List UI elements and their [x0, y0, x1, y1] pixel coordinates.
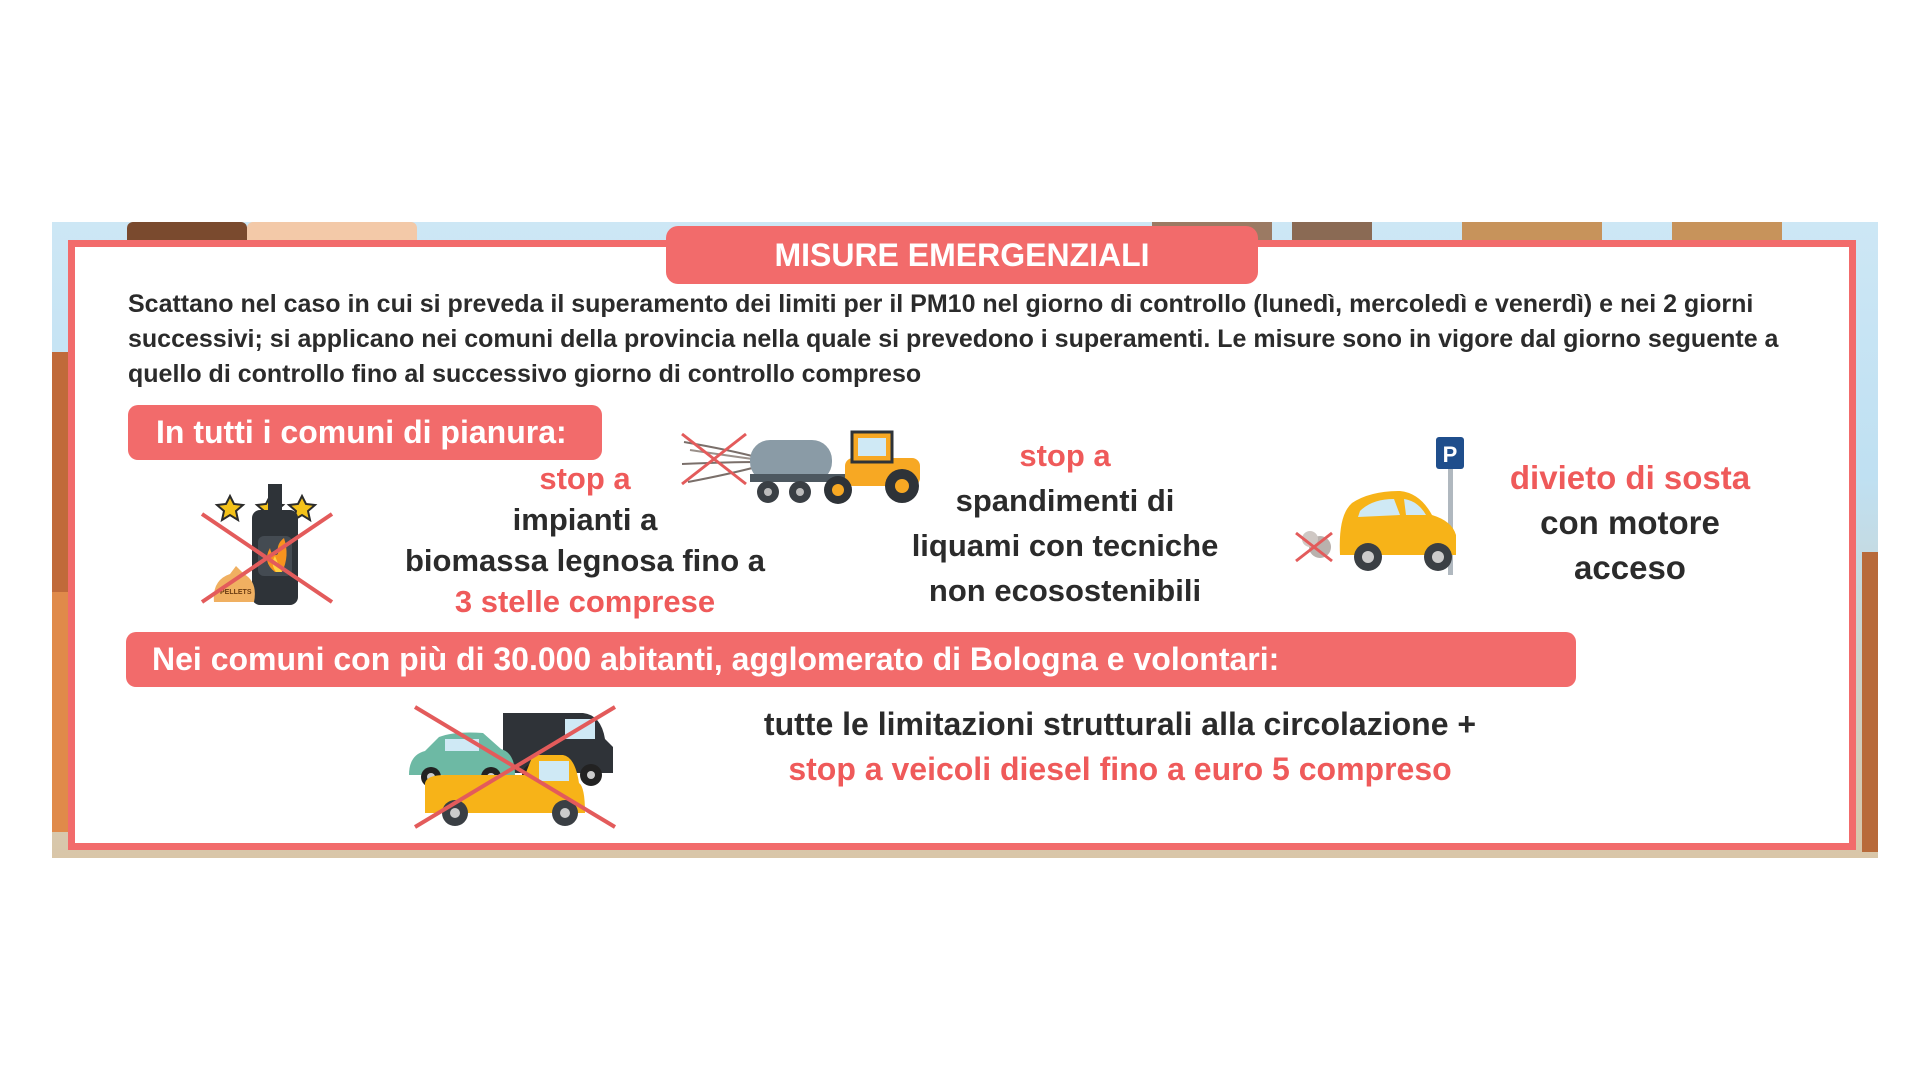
section2-label: Nei comuni con più di 30.000 abitanti, agglomerato di Bologna e volontari: — [126, 632, 1576, 687]
title-banner: MISURE EMERGENZIALI — [666, 226, 1258, 284]
parking-sign-letter: P — [1442, 442, 1458, 467]
section1-label: In tutti i comuni di pianura: — [128, 405, 602, 460]
measure-spreading-line2: liquami con tecniche — [911, 528, 1219, 563]
intro-text: Scattano nel caso in cui si preveda il superamento dei limiti per il PM10 nel giorno di controllo (lunedì, mercoledì e venerdì) e nei 2 giorni successivi; si applicano nei comuni della provincia nella quale si prevedono i superamenti. Le misure sono in vigore dal giorno seguente a quello di controllo fino al successivo giorno di controllo compreso — [128, 290, 1779, 388]
measure-biomass-red-top: stop a — [539, 461, 631, 496]
measure-spreading-line3: non ecosostenibili — [928, 573, 1202, 608]
section2-red-line: stop a veicoli diesel fino a euro 5 compreso — [788, 751, 1452, 787]
measure-biomass-red-bottom: 3 stelle comprese — [454, 584, 716, 619]
crossed-vehicles-icon — [405, 703, 635, 831]
measure-spreading-line1: spandimenti di — [955, 483, 1175, 518]
measure-spreading-text — [880, 433, 1250, 613]
measure-idling-line1: con motore — [1540, 504, 1720, 541]
measure-idling-red-top: divieto di sosta — [1509, 459, 1751, 496]
measure-spreading-red-top: stop a — [1019, 438, 1111, 473]
measure-biomass-line1: impianti a — [512, 502, 658, 537]
pellets-label: PELLETS — [220, 589, 252, 596]
section2-text — [720, 702, 1520, 792]
measure-biomass-line2: biomassa legnosa fino a — [404, 543, 766, 578]
parked-car-exhaust-icon — [1290, 435, 1470, 580]
section2-line1: tutte le limitazioni strutturali alla circolazione + — [763, 706, 1477, 742]
biomass-stove-icon — [200, 484, 340, 609]
measure-idling-text — [1480, 455, 1780, 590]
measure-idling-line2: acceso — [1574, 549, 1686, 586]
